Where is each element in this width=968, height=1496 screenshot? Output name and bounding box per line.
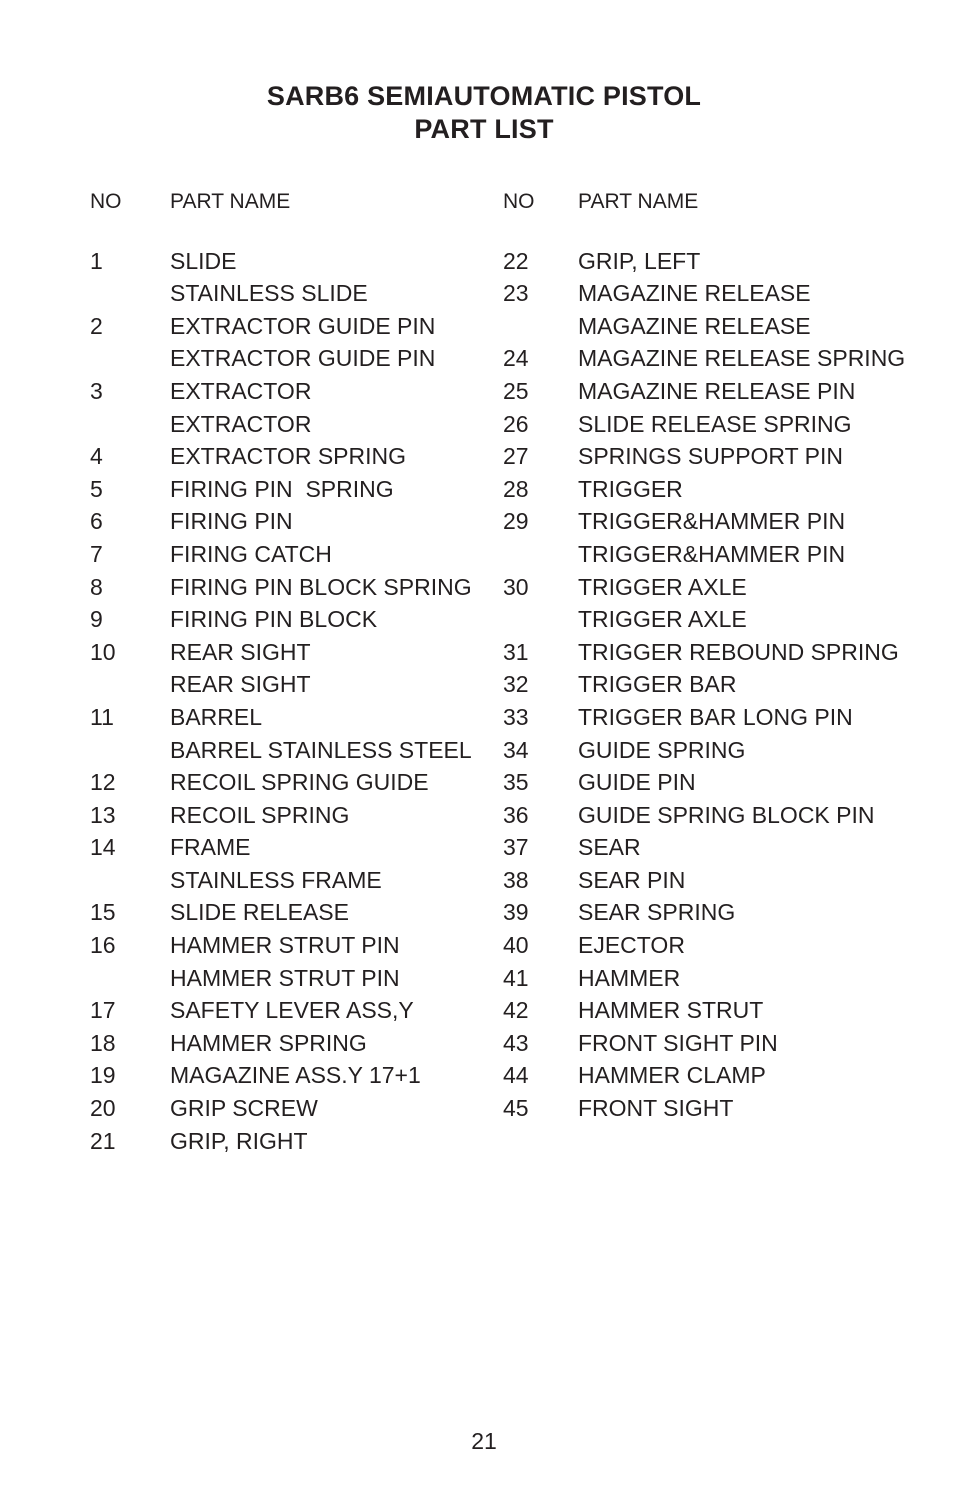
part-name: EXTRACTOR GUIDE PIN bbox=[170, 345, 436, 372]
part-name: RECOIL SPRING GUIDE bbox=[170, 769, 429, 796]
part-number: 7 bbox=[90, 540, 103, 567]
parts-rows-left bbox=[90, 245, 490, 1158]
part-name: REAR SIGHT bbox=[170, 638, 311, 665]
part-name: SAFETY LEVER ASS,Y bbox=[170, 997, 414, 1024]
part-name: GUIDE SPRING BLOCK PIN bbox=[578, 801, 875, 828]
part-number: 14 bbox=[90, 834, 116, 861]
part-name: HAMMER STRUT PIN bbox=[170, 932, 400, 959]
table-row bbox=[90, 962, 490, 995]
part-number: 27 bbox=[503, 443, 529, 470]
part-name: REAR SIGHT bbox=[170, 671, 311, 698]
table-row bbox=[503, 1059, 933, 1092]
part-name: EXTRACTOR bbox=[170, 410, 312, 437]
part-number: 45 bbox=[503, 1095, 529, 1122]
part-name: SEAR bbox=[578, 834, 641, 861]
part-number: 35 bbox=[503, 769, 529, 796]
part-name: SLIDE bbox=[170, 247, 237, 274]
part-number: 33 bbox=[503, 703, 529, 730]
part-name: FIRING PIN bbox=[170, 508, 293, 535]
table-row bbox=[90, 440, 490, 473]
table-row bbox=[90, 505, 490, 538]
table-row bbox=[503, 668, 933, 701]
table-row bbox=[503, 375, 933, 408]
part-name: MAGAZINE RELEASE bbox=[578, 312, 811, 339]
part-name: HAMMER bbox=[578, 964, 681, 991]
table-row bbox=[503, 571, 933, 604]
part-number: 26 bbox=[503, 410, 529, 437]
table-row bbox=[90, 636, 490, 669]
column-header bbox=[503, 186, 933, 219]
table-row bbox=[90, 571, 490, 604]
page-number: 21 bbox=[471, 1428, 497, 1454]
table-row bbox=[90, 994, 490, 1027]
part-number: 41 bbox=[503, 964, 529, 991]
part-name: HAMMER CLAMP bbox=[578, 1062, 766, 1089]
table-row bbox=[90, 342, 490, 375]
part-number: 23 bbox=[503, 280, 529, 307]
table-row bbox=[90, 408, 490, 441]
table-row bbox=[503, 245, 933, 278]
table-row bbox=[503, 864, 933, 897]
table-row bbox=[90, 896, 490, 929]
table-row bbox=[90, 310, 490, 343]
table-row bbox=[503, 962, 933, 995]
part-number: 19 bbox=[90, 1062, 116, 1089]
part-name: EJECTOR bbox=[578, 932, 685, 959]
table-row bbox=[90, 701, 490, 734]
table-row bbox=[503, 799, 933, 832]
part-number: 3 bbox=[90, 377, 103, 404]
part-number: 40 bbox=[503, 932, 529, 959]
table-row bbox=[503, 440, 933, 473]
part-name: SEAR SPRING bbox=[578, 899, 736, 926]
table-row bbox=[503, 636, 933, 669]
table-row bbox=[503, 929, 933, 962]
table-row bbox=[503, 1092, 933, 1125]
part-name: EXTRACTOR SPRING bbox=[170, 443, 406, 470]
table-row bbox=[90, 831, 490, 864]
table-row bbox=[503, 603, 933, 636]
page-title bbox=[0, 80, 968, 146]
part-name: MAGAZINE RELEASE bbox=[578, 280, 811, 307]
part-name: HAMMER SPRING bbox=[170, 1029, 367, 1056]
part-number: 42 bbox=[503, 997, 529, 1024]
part-number: 43 bbox=[503, 1029, 529, 1056]
table-row bbox=[503, 342, 933, 375]
document-subtitle: PART LIST bbox=[414, 114, 554, 144]
table-row bbox=[90, 864, 490, 897]
part-number: 36 bbox=[503, 801, 529, 828]
table-row bbox=[503, 310, 933, 343]
part-number: 37 bbox=[503, 834, 529, 861]
part-name: GUIDE PIN bbox=[578, 769, 696, 796]
part-name: TRIGGER AXLE bbox=[578, 606, 747, 633]
table-row bbox=[90, 473, 490, 506]
table-row bbox=[503, 831, 933, 864]
column-header bbox=[90, 186, 490, 219]
part-name: SLIDE RELEASE SPRING bbox=[578, 410, 852, 437]
part-number: 20 bbox=[90, 1095, 116, 1122]
part-number: 28 bbox=[503, 475, 529, 502]
table-row bbox=[90, 1027, 490, 1060]
part-number: 4 bbox=[90, 443, 103, 470]
table-row bbox=[503, 1027, 933, 1060]
part-number: 11 bbox=[90, 703, 114, 730]
part-number: 15 bbox=[90, 899, 116, 926]
table-row bbox=[90, 734, 490, 767]
table-row bbox=[503, 994, 933, 1027]
part-number: 39 bbox=[503, 899, 529, 926]
part-name: MAGAZINE ASS.Y 17+1 bbox=[170, 1062, 421, 1089]
part-number: 34 bbox=[503, 736, 529, 763]
table-row bbox=[90, 277, 490, 310]
part-name: MAGAZINE RELEASE PIN bbox=[578, 377, 856, 404]
part-number: 31 bbox=[503, 638, 529, 665]
part-name: TRIGGER bbox=[578, 475, 683, 502]
part-number: 21 bbox=[90, 1127, 116, 1154]
parts-rows-right bbox=[503, 245, 933, 1125]
part-number: 13 bbox=[90, 801, 116, 828]
part-name: GRIP, LEFT bbox=[578, 247, 701, 274]
part-name: GUIDE SPRING bbox=[578, 736, 746, 763]
part-number: 10 bbox=[90, 638, 116, 665]
part-number: 38 bbox=[503, 866, 529, 893]
part-number: 5 bbox=[90, 475, 103, 502]
part-number: 16 bbox=[90, 932, 116, 959]
part-number: 32 bbox=[503, 671, 529, 698]
table-row bbox=[503, 408, 933, 441]
part-name: BARREL STAINLESS STEEL bbox=[170, 736, 472, 763]
table-row bbox=[503, 896, 933, 929]
part-name: TRIGGER BAR bbox=[578, 671, 737, 698]
part-name: STAINLESS FRAME bbox=[170, 866, 382, 893]
table-row bbox=[503, 505, 933, 538]
no-header: NO bbox=[503, 190, 535, 213]
part-number: 25 bbox=[503, 377, 529, 404]
part-name: RECOIL SPRING bbox=[170, 801, 350, 828]
part-number: 30 bbox=[503, 573, 529, 600]
part-number: 2 bbox=[90, 312, 103, 339]
part-number: 12 bbox=[90, 769, 116, 796]
table-row bbox=[503, 538, 933, 571]
part-name: TRIGGER&HAMMER PIN bbox=[578, 540, 846, 567]
part-name: SEAR PIN bbox=[578, 866, 686, 893]
part-name: GRIP SCREW bbox=[170, 1095, 318, 1122]
table-row bbox=[503, 277, 933, 310]
part-number: 9 bbox=[90, 606, 103, 633]
part-name: HAMMER STRUT bbox=[578, 997, 764, 1024]
part-name: FIRING PIN SPRING bbox=[170, 475, 394, 502]
part-number: 24 bbox=[503, 345, 529, 372]
part-name: BARREL bbox=[170, 703, 263, 730]
part-number: 1 bbox=[90, 247, 103, 274]
parts-column-right bbox=[503, 186, 933, 1125]
part-name: GRIP, RIGHT bbox=[170, 1127, 308, 1154]
part-name: TRIGGER&HAMMER PIN bbox=[578, 508, 846, 535]
document-title: SARB6 SEMIAUTOMATIC PISTOL bbox=[266, 81, 702, 111]
part-name: FRONT SIGHT PIN bbox=[578, 1029, 778, 1056]
no-header: NO bbox=[90, 190, 122, 213]
part-name-header: PART NAME bbox=[170, 190, 291, 213]
table-row bbox=[90, 668, 490, 701]
part-number: 18 bbox=[90, 1029, 116, 1056]
table-row bbox=[90, 375, 490, 408]
table-row bbox=[90, 929, 490, 962]
part-number: 29 bbox=[503, 508, 529, 535]
table-row bbox=[90, 799, 490, 832]
part-name: FIRING PIN BLOCK SPRING bbox=[170, 573, 472, 600]
table-row bbox=[90, 1059, 490, 1092]
part-name: TRIGGER REBOUND SPRING bbox=[578, 638, 899, 665]
part-name: FIRING CATCH bbox=[170, 540, 332, 567]
table-row bbox=[503, 734, 933, 767]
part-number: 22 bbox=[503, 247, 529, 274]
part-number: 6 bbox=[90, 508, 103, 535]
part-name: TRIGGER AXLE bbox=[578, 573, 747, 600]
part-name: FRAME bbox=[170, 834, 251, 861]
table-row bbox=[90, 1125, 490, 1158]
part-number: 44 bbox=[503, 1062, 529, 1089]
table-row bbox=[90, 538, 490, 571]
table-row bbox=[503, 766, 933, 799]
table-row bbox=[90, 603, 490, 636]
part-name: HAMMER STRUT PIN bbox=[170, 964, 400, 991]
part-name: STAINLESS SLIDE bbox=[170, 280, 368, 307]
table-row bbox=[90, 1092, 490, 1125]
parts-column-left bbox=[90, 186, 490, 1157]
part-name: TRIGGER BAR LONG PIN bbox=[578, 703, 853, 730]
part-name: SPRINGS SUPPORT PIN bbox=[578, 443, 843, 470]
part-name: SLIDE RELEASE bbox=[170, 899, 349, 926]
table-row bbox=[90, 766, 490, 799]
part-name: EXTRACTOR GUIDE PIN bbox=[170, 312, 436, 339]
part-name: MAGAZINE RELEASE SPRING bbox=[578, 345, 906, 372]
part-number: 17 bbox=[90, 997, 116, 1024]
table-row bbox=[503, 701, 933, 734]
part-number: 8 bbox=[90, 573, 103, 600]
part-name: FIRING PIN BLOCK bbox=[170, 606, 378, 633]
part-name: EXTRACTOR bbox=[170, 377, 312, 404]
table-row bbox=[503, 473, 933, 506]
table-row bbox=[90, 245, 490, 278]
part-name-header: PART NAME bbox=[578, 190, 699, 213]
part-name: FRONT SIGHT bbox=[578, 1095, 734, 1122]
